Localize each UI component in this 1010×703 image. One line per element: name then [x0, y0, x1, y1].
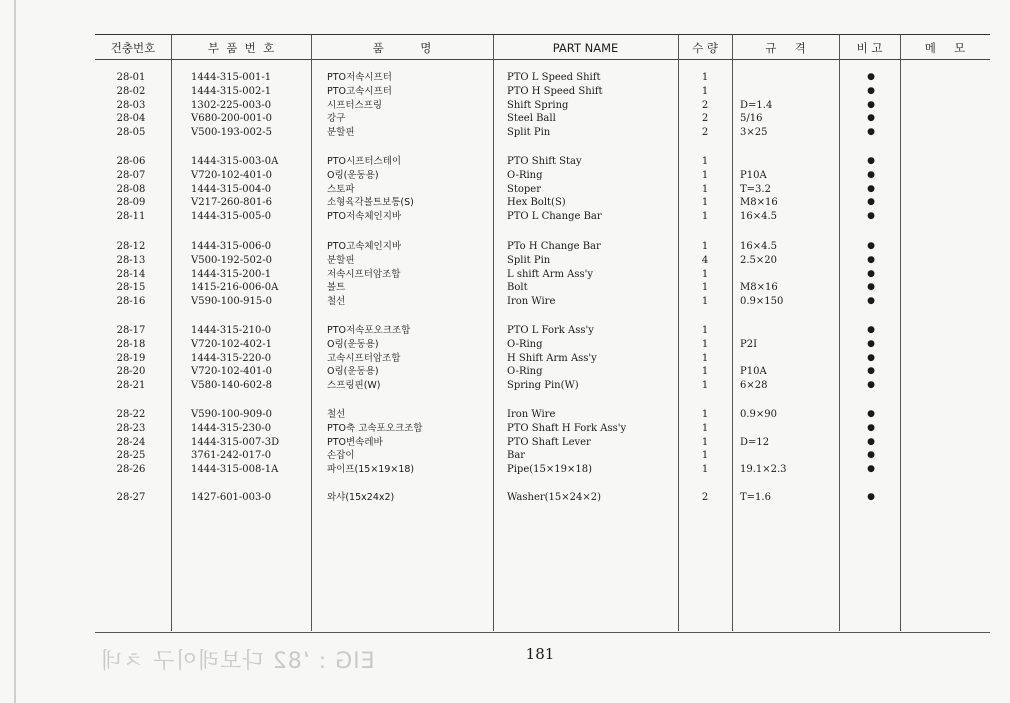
quantity: 2 — [701, 492, 709, 503]
quantity: 1 — [701, 352, 709, 364]
table-row — [95, 324, 990, 338]
quantity: 1 — [701, 436, 709, 448]
part-name-english: O-Ring — [507, 169, 543, 181]
quantity: 1 — [701, 211, 709, 223]
item-number: 28-20 — [116, 366, 146, 378]
part-name-korean: 시프터스프링 — [327, 99, 383, 111]
item-number: 28-11 — [116, 211, 146, 223]
table-row — [95, 338, 990, 352]
quantity: 1 — [701, 197, 709, 209]
table-row — [95, 155, 990, 169]
item-number: 28-02 — [116, 85, 146, 97]
part-name-korean: 고속시프터암조합 — [327, 352, 401, 364]
item-number: 28-09 — [116, 197, 146, 209]
quantity: 1 — [701, 183, 709, 195]
table-row — [95, 449, 990, 463]
specification: 16×4.5 — [740, 241, 778, 252]
specification: P10A — [740, 366, 767, 378]
part-name-english: PTO Shift Stay — [507, 156, 582, 167]
table-row — [95, 352, 990, 366]
specification: M8×16 — [740, 282, 778, 294]
quantity: 1 — [701, 380, 709, 392]
table-row — [95, 99, 990, 113]
quantity: 1 — [701, 282, 709, 294]
remark-dot: ● — [867, 296, 875, 307]
header-part-name-eng: PART NAME — [552, 41, 619, 55]
specification: 5/16 — [740, 113, 763, 125]
part-name-english: O-Ring — [507, 338, 543, 350]
part-number: V580-140-602-8 — [191, 380, 272, 392]
part-name-korean: 와샤(15x24x2) — [327, 492, 395, 503]
item-number: 28-21 — [116, 380, 146, 392]
part-name-korean: PTO시프터스테이 — [327, 156, 402, 167]
part-name-korean: 손잡이 — [327, 450, 355, 462]
part-name-english: H Shift Arm Ass'y — [507, 352, 597, 364]
specification: 16×4.5 — [740, 211, 778, 223]
item-number: 28-13 — [116, 254, 146, 266]
remark-dot: ● — [867, 422, 875, 433]
header-item-no: 건충번호 — [110, 41, 156, 55]
part-number: 1444-315-230-0 — [191, 422, 272, 434]
part-number: 3761-242-017-0 — [191, 450, 272, 462]
remark-dot: ● — [867, 254, 875, 265]
remark-dot: ● — [867, 366, 875, 377]
part-name-english: Iron Wire — [507, 296, 556, 308]
part-number: 1302-225-003-0 — [191, 99, 272, 111]
table-row — [95, 365, 990, 379]
quantity: 1 — [701, 72, 709, 83]
part-number: V217-260-801-6 — [191, 197, 272, 209]
remark-dot: ● — [867, 99, 875, 110]
part-name-korean: PTO고속체인지바 — [327, 241, 402, 252]
part-name-korean: 분할핀 — [327, 254, 355, 266]
parts-table — [95, 34, 990, 631]
part-name-english: PTO L Change Bar — [507, 211, 602, 223]
remark-dot: ● — [867, 85, 875, 96]
part-name-english: Washer(15×24×2) — [507, 492, 602, 503]
part-name-korean: PTO저속시프터 — [327, 72, 392, 83]
part-name-english: L shift Arm Ass'y — [507, 268, 594, 280]
item-number: 28-22 — [116, 409, 146, 420]
part-name-korean: O링(운동용) — [327, 169, 379, 181]
binding-edge — [14, 0, 16, 703]
remark-dot: ● — [867, 436, 875, 447]
header-part-no: 부 품 번 호 — [207, 41, 275, 55]
table-row — [95, 112, 990, 126]
quantity: 1 — [701, 450, 709, 462]
quantity: 1 — [701, 409, 709, 420]
item-number: 28-04 — [116, 113, 146, 125]
table-row — [95, 254, 990, 268]
item-number: 28-07 — [116, 169, 146, 181]
part-name-english: Bar — [507, 450, 526, 462]
remark-dot: ● — [867, 450, 875, 461]
remark-dot: ● — [867, 325, 875, 335]
item-number: 28-12 — [116, 241, 146, 252]
table-row — [95, 126, 990, 140]
item-number: 28-23 — [116, 422, 146, 434]
part-name-korean: 볼트 — [327, 282, 346, 294]
part-number: 1444-315-006-0 — [191, 241, 272, 252]
part-number: 1444-315-220-0 — [191, 352, 272, 364]
quantity: 1 — [701, 464, 709, 476]
part-name-english: PTO Shaft Lever — [507, 436, 591, 448]
quantity: 1 — [701, 169, 709, 181]
part-name-korean: O링(운동용) — [327, 338, 379, 350]
specification: M8×16 — [740, 197, 778, 209]
part-name-english: Hex Bolt(S) — [507, 197, 566, 209]
header-qty: 수 량 — [692, 41, 718, 55]
part-name-english: PTO L Speed Shift — [507, 72, 601, 83]
remark-dot: ● — [867, 492, 875, 502]
table-row — [95, 408, 990, 422]
part-name-english: O-Ring — [507, 366, 543, 378]
table-row — [95, 196, 990, 210]
part-number: V590-100-909-0 — [191, 409, 272, 420]
part-name-english: PTO L Fork Ass'y — [507, 325, 594, 336]
part-name-english: Bolt — [507, 282, 528, 294]
quantity: 1 — [701, 268, 709, 280]
table-row — [95, 268, 990, 282]
table-row — [95, 183, 990, 197]
specification: 0.9×150 — [740, 296, 784, 308]
header-spec: 규 격 — [765, 41, 806, 55]
part-name-korean: PTO저속포오크조합 — [327, 325, 411, 336]
remark-dot: ● — [867, 268, 875, 279]
part-number: V590-100-915-0 — [191, 296, 272, 308]
part-number: 1444-315-007-3D — [191, 436, 280, 448]
remark-dot: ● — [867, 352, 875, 363]
header-memo: 메 모 — [924, 41, 966, 55]
item-number: 28-25 — [116, 450, 146, 462]
specification: 3×25 — [740, 127, 768, 139]
specification: 19.1×2.3 — [740, 464, 787, 476]
remark-dot: ● — [867, 169, 875, 180]
item-number: 28-15 — [116, 282, 146, 294]
part-number: 1415-216-006-0A — [191, 282, 279, 294]
quantity: 1 — [701, 338, 709, 350]
part-name-korean: 분할핀 — [327, 127, 355, 139]
part-number: 1444-315-002-1 — [191, 85, 272, 97]
remark-dot: ● — [867, 72, 875, 82]
table-row — [95, 281, 990, 295]
part-number: 1444-315-200-1 — [191, 268, 272, 280]
specification: T=3.2 — [740, 183, 771, 195]
specification: T=1.6 — [740, 492, 771, 503]
item-number: 28-03 — [116, 99, 146, 111]
quantity: 1 — [701, 422, 709, 434]
remark-dot: ● — [867, 127, 875, 138]
remark-dot: ● — [867, 113, 875, 124]
item-number: 28-18 — [116, 338, 146, 350]
part-name-english: Shift Spring — [507, 99, 569, 111]
part-name-korean: 저속시프터암조합 — [327, 268, 401, 280]
remark-dot: ● — [867, 241, 875, 251]
part-name-korean: PTO변속레바 — [327, 436, 383, 448]
remark-dot: ● — [867, 211, 875, 222]
header-part-name-kor: 품 명 — [372, 41, 432, 55]
quantity: 2 — [701, 113, 709, 125]
remark-dot: ● — [867, 409, 875, 419]
item-number: 28-01 — [116, 72, 146, 83]
part-name-english: Stoper — [507, 183, 541, 195]
part-name-english: Split Pin — [507, 127, 551, 139]
item-number: 28-16 — [116, 296, 146, 308]
part-number: 1444-315-001-1 — [191, 72, 272, 83]
remark-dot: ● — [867, 338, 875, 349]
remark-dot: ● — [867, 156, 875, 166]
part-number: V500-192-502-0 — [191, 254, 272, 266]
table-row — [95, 379, 990, 393]
remark-dot: ● — [867, 282, 875, 293]
table-row — [95, 169, 990, 183]
part-name-korean: PTO축 고속포오크조합 — [327, 422, 423, 434]
bleed-through-text: EIG : ‘82 다보레이구 ㅊ네 — [100, 649, 375, 674]
part-name-korean: PTO고속시프터 — [327, 85, 392, 97]
item-number: 28-06 — [116, 156, 146, 167]
quantity: 4 — [701, 254, 709, 266]
part-number: 1444-315-210-0 — [191, 325, 272, 336]
part-name-english: PTO H Speed Shift — [507, 85, 603, 97]
table-row — [95, 463, 990, 477]
page-number: 181 — [525, 645, 555, 663]
specification: P10A — [740, 169, 767, 181]
quantity: 1 — [701, 85, 709, 97]
item-number: 28-24 — [116, 436, 146, 448]
part-number: V500-193-002-5 — [191, 127, 272, 139]
part-name-english: Split Pin — [507, 254, 551, 266]
part-name-korean: 스토파 — [327, 183, 355, 195]
remark-dot: ● — [867, 464, 875, 475]
table-row — [95, 491, 990, 505]
part-name-english: PTo H Change Bar — [507, 241, 601, 252]
header-remark: 비 고 — [856, 41, 883, 55]
quantity: 2 — [701, 99, 709, 111]
part-name-english: Spring Pin(W) — [507, 380, 579, 392]
remark-dot: ● — [867, 183, 875, 194]
table-row — [95, 436, 990, 450]
part-number: 1444-315-004-0 — [191, 183, 272, 195]
table-row — [95, 71, 990, 85]
part-number: V720-102-401-0 — [191, 169, 272, 181]
part-name-english: Pipe(15×19×18) — [507, 464, 592, 476]
part-number: V720-102-401-0 — [191, 366, 272, 378]
specification: 2.5×20 — [740, 254, 778, 266]
part-number: V720-102-402-1 — [191, 338, 272, 350]
specification: D=12 — [740, 436, 770, 448]
part-name-korean: O링(운동용) — [327, 366, 379, 378]
part-number: V680-200-001-0 — [191, 113, 272, 125]
remark-dot: ● — [867, 380, 875, 391]
item-number: 28-26 — [116, 464, 146, 476]
specification: D=1.4 — [740, 99, 773, 111]
part-number: 1427-601-003-0 — [191, 492, 272, 503]
item-number: 28-14 — [116, 268, 146, 280]
part-name-korean: 강구 — [327, 113, 346, 125]
specification: 0.9×90 — [740, 409, 778, 420]
part-name-english: Iron Wire — [507, 409, 556, 420]
bottom-rule — [95, 632, 990, 633]
specification: 6×28 — [740, 380, 768, 392]
part-name-korean: 철선 — [327, 296, 346, 308]
part-name-korean: 소형육각볼트보통(S) — [327, 197, 414, 209]
table-row — [95, 240, 990, 254]
part-name-korean: 철선 — [327, 409, 346, 420]
quantity: 1 — [701, 241, 709, 252]
quantity: 2 — [701, 127, 709, 139]
quantity: 1 — [701, 156, 709, 167]
quantity: 1 — [701, 325, 709, 336]
table-row — [95, 85, 990, 99]
item-number: 28-19 — [116, 352, 146, 364]
item-number: 28-27 — [116, 492, 146, 503]
table-row — [95, 422, 990, 436]
item-number: 28-05 — [116, 127, 146, 139]
item-number: 28-17 — [116, 325, 146, 336]
part-number: 1444-315-003-0A — [191, 156, 279, 167]
quantity: 1 — [701, 366, 709, 378]
part-number: 1444-315-005-0 — [191, 211, 272, 223]
part-name-korean: PTO저속체인지바 — [327, 211, 402, 223]
part-name-korean: 파이프(15×19×18) — [327, 464, 415, 476]
quantity: 1 — [701, 296, 709, 308]
part-name-english: PTO Shaft H Fork Ass'y — [507, 422, 627, 434]
table-row — [95, 210, 990, 224]
part-number: 1444-315-008-1A — [191, 464, 279, 476]
table-row — [95, 295, 990, 309]
remark-dot: ● — [867, 197, 875, 208]
part-name-korean: 스프링핀(W) — [327, 380, 381, 392]
part-name-english: Steel Ball — [507, 113, 556, 125]
specification: P2I — [740, 338, 758, 350]
item-number: 28-08 — [116, 183, 146, 195]
